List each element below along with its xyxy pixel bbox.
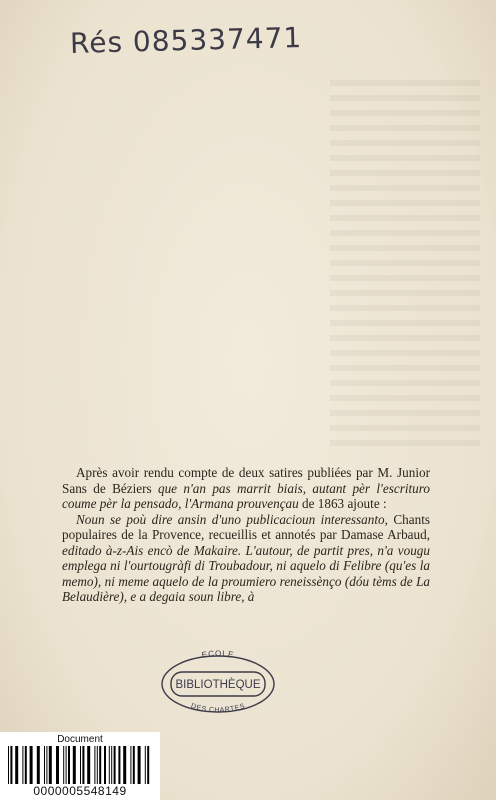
barcode-bar — [147, 746, 149, 784]
barcode-bar — [104, 746, 106, 784]
svg-text:DES CHARTES — [190, 703, 246, 714]
paragraph2-run-1: , Chants populaires de la Provence, recueillis et annotés par Damase Arbaud, — [62, 511, 430, 542]
barcode-bar — [56, 746, 59, 784]
library-stamp — [153, 648, 283, 716]
barcode-bar — [68, 746, 70, 784]
barcode-bar — [80, 746, 81, 784]
barcode-bar — [109, 746, 110, 784]
paragraph1-run-2: de 1863 ajoute : — [298, 496, 387, 511]
paragraph-1 — [62, 465, 430, 512]
barcode-label — [0, 732, 160, 800]
barcode-bar — [25, 746, 27, 784]
barcode-bar — [46, 746, 47, 784]
paragraph-2 — [62, 512, 430, 605]
barcode-bar — [130, 746, 131, 784]
show-through-text — [330, 80, 480, 450]
svg-text:ECOLE — [201, 649, 235, 660]
body-text — [62, 465, 430, 605]
barcode-title: Document — [57, 734, 103, 745]
barcode-bar — [111, 746, 112, 784]
barcode-bar — [37, 746, 40, 784]
barcode-bar — [44, 746, 45, 784]
barcode-bars — [8, 746, 152, 784]
barcode-bar — [87, 746, 90, 784]
barcode-bar — [133, 746, 135, 784]
stamp-center-text: BIBLIOTHÈQUE — [175, 679, 261, 691]
barcode-bar — [73, 746, 76, 784]
paragraph1-run-0: Après avoir rendu compte de deux satires publiées par M. Junior Sans de Béziers — [62, 465, 430, 496]
stamp-top-text: ECOLE — [200, 648, 236, 660]
handwritten-shelfmark: Rés 085337471 — [69, 20, 303, 61]
barcode-bar — [49, 746, 52, 784]
barcode-bar — [114, 746, 116, 784]
barcode-bar — [63, 746, 64, 784]
barcode-bar — [118, 746, 120, 784]
barcode-bar — [94, 746, 95, 784]
barcode-bar — [138, 746, 141, 784]
barcode-bar — [15, 746, 18, 784]
barcode-bar — [30, 746, 33, 784]
barcode-number: 0000005548149 — [33, 784, 127, 798]
paragraph2-run-2: editado à-z-Ais encò de Makaire. L'autour, de partit pres, n'a vougu emplega ni l'ourtougràfi di Troubadour, ni aquelo di Felibre (qu'es la memo), ni meme aquelo de la proumiero reneissènço (dóu tèms de La Belaudière), e a degaia soun libre, à — [62, 542, 430, 604]
barcode-bar — [22, 746, 23, 784]
barcode-bar — [82, 746, 84, 784]
barcode-bar — [145, 746, 146, 784]
barcode-bar — [66, 746, 67, 784]
paragraph2-run-0: Noun se poù dire ansin d'uno publicacioun interessanto — [76, 511, 385, 527]
barcode-bar — [97, 746, 98, 784]
barcode-bar — [123, 746, 126, 784]
barcode-bar — [8, 746, 9, 784]
paragraph1-run-1: que n'an pas marrit biais, autant pèr l'escrituro coume pèr la pensado, l'Armana prouvençau — [62, 480, 430, 511]
stamp-bottom-text: DES CHARTES — [189, 702, 247, 715]
barcode-bar — [99, 746, 101, 784]
barcode-bar — [10, 746, 12, 784]
